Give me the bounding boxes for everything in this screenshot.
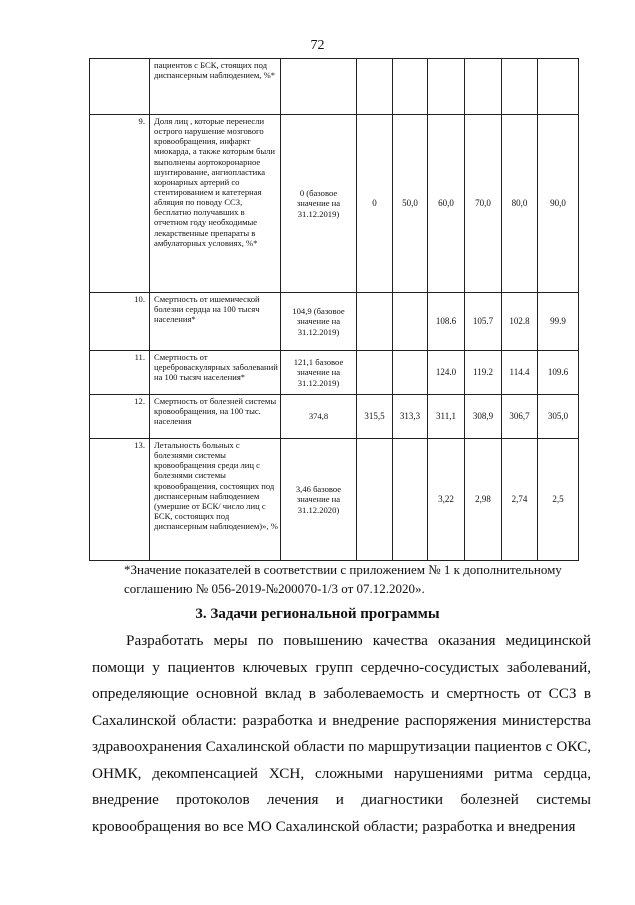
indicator-name: Смертность от болезней системы кровообращения, на 100 тыс. населения: [150, 395, 281, 439]
row-number: 11.: [90, 351, 150, 395]
body-paragraph: Разработать меры по повышению качества оказания медицинской помощи у пациентов ключевых групп сердечно-сосудистых заболеваний, определяющие основной вклад в заболеваемость и смертность от ССЗ в Сахалинской области: разработка и внедрение распоряжения министерства здравоохранения Сахалинской области по маршрутизации пациентов с ОКС, ОНМК, декомпенсацией ХСН, сложными нарушениями ритма сердца, внедрение протоколов лечения и диагностики болезней системы кровообращения во все МО Сахалинской области; разработка и внедрения: [92, 632, 591, 835]
value-cell: [393, 293, 428, 351]
value-cell: [538, 59, 579, 115]
table-row: [90, 293, 579, 351]
value-cell: [393, 439, 428, 561]
value-cell: [357, 59, 393, 115]
value-cell: 2,5: [538, 439, 579, 561]
value-cell: 306,7: [502, 395, 538, 439]
table-row: [90, 351, 579, 395]
value-cell: [502, 59, 538, 115]
value-cell: 311,1: [428, 395, 465, 439]
indicator-name: Смертность от цереброваскулярных заболеваний на 100 тысяч населения*: [150, 351, 281, 395]
value-cell: 124.0: [428, 351, 465, 395]
value-cell: 99.9: [538, 293, 579, 351]
value-cell: [393, 351, 428, 395]
value-cell: 90,0: [538, 115, 579, 293]
row-number: 9.: [90, 115, 150, 293]
base-value: [281, 59, 357, 115]
value-cell: 308,9: [465, 395, 502, 439]
value-cell: [357, 439, 393, 561]
value-cell: 102.8: [502, 293, 538, 351]
value-cell: [357, 351, 393, 395]
value-cell: [465, 59, 502, 115]
value-cell: [357, 293, 393, 351]
value-cell: 50,0: [393, 115, 428, 293]
base-value: 0 (базовое значение на 31.12.2019): [281, 115, 357, 293]
value-cell: [393, 59, 428, 115]
value-cell: 105.7: [465, 293, 502, 351]
row-number: 12.: [90, 395, 150, 439]
indicator-name: пациентов с БСК, стоящих под диспансерным наблюдением, %*: [150, 59, 281, 115]
table-row: [90, 395, 579, 439]
value-cell: 70,0: [465, 115, 502, 293]
page-number: 72: [310, 38, 325, 53]
base-value: 104,9 (базовое значение на 31.12.2019): [281, 293, 357, 351]
value-cell: 60,0: [428, 115, 465, 293]
table-footnote: *Значение показателей в соответствии с приложением № 1 к дополнительному соглашению № 056-2019-№200070-1/3 от 07.12.2020».: [124, 562, 562, 596]
value-cell: 114.4: [502, 351, 538, 395]
value-cell: 119.2: [465, 351, 502, 395]
value-cell: 3,22: [428, 439, 465, 561]
table-row: [90, 439, 579, 561]
table-row: [90, 59, 579, 115]
base-value: 3,46 базовое значение на 31.12.2020): [281, 439, 357, 561]
value-cell: 305,0: [538, 395, 579, 439]
indicator-name: Смертность от ишемической болезни сердца на 100 тысяч населения*: [150, 293, 281, 351]
value-cell: 2,74: [502, 439, 538, 561]
value-cell: [428, 59, 465, 115]
indicator-name: Летальность больных с болезнями системы кровообращения среди лиц с болезнями системы кровообращения, состоящих под диспансерным наблюдением (умершие от БСК/ число лиц с БСК, состоящих под диспансерным наблюдением)», %: [150, 439, 281, 561]
indicator-name: Доля лиц , которые перенесли острого нарушение мозгового кровообращения, инфаркт миокарда, а также которым были выполнены аортокоронарное шунтирование, ангиопластика коронарных артерий со стентированием и катетерная абляция по поводу ССЗ, бесплатно получавших в отчетном году необходимые лекарственные препараты в амбулаторных условиях, %*: [150, 115, 281, 293]
row-number: 10.: [90, 293, 150, 351]
value-cell: 0: [357, 115, 393, 293]
value-cell: 80,0: [502, 115, 538, 293]
value-cell: 315,5: [357, 395, 393, 439]
table-row: [90, 115, 579, 293]
value-cell: 108.6: [428, 293, 465, 351]
value-cell: 109.6: [538, 351, 579, 395]
row-number: 13.: [90, 439, 150, 561]
section-heading: 3. Задачи региональной программы: [195, 606, 440, 622]
indicators-table: [89, 58, 579, 561]
row-number: [90, 59, 150, 115]
value-cell: 313,3: [393, 395, 428, 439]
base-value: 121,1 базовое значение на 31.12.2019): [281, 351, 357, 395]
base-value: 374,8: [281, 395, 357, 439]
value-cell: 2,98: [465, 439, 502, 561]
